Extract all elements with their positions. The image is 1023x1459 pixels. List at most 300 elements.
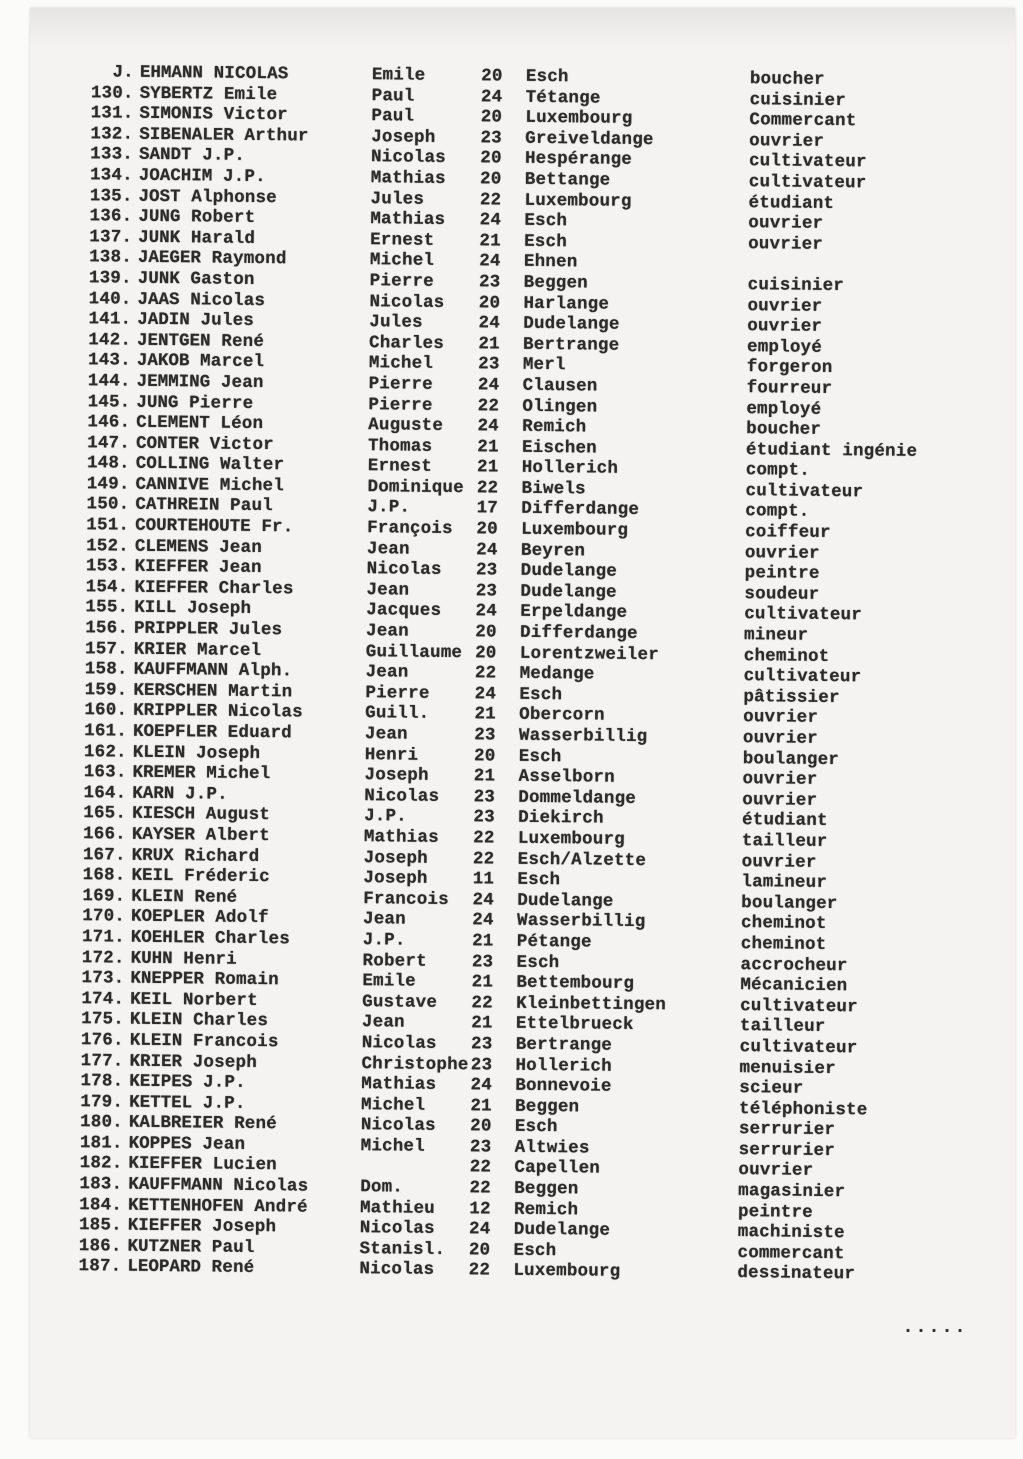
place: Altwies — [514, 1137, 590, 1159]
father-name: Jacques — [366, 600, 442, 622]
age: 22 — [473, 828, 495, 849]
place: Hollerich — [515, 1055, 612, 1077]
given-name: Joseph — [186, 598, 252, 620]
surname: LEOPARD — [127, 1257, 201, 1278]
age: 24 — [472, 890, 495, 911]
place: Dudelange — [517, 890, 614, 912]
father-name: Gustave — [362, 991, 438, 1013]
age: 24 — [479, 251, 501, 272]
father-name: J.P. — [362, 930, 406, 951]
person-name — [132, 763, 364, 785]
occupation: ouvrier — [747, 295, 823, 317]
given-name: Gaston — [190, 269, 255, 290]
age: 20 — [480, 107, 503, 128]
father-name: François — [367, 518, 453, 540]
occupation: serrurier — [738, 1139, 836, 1161]
row-number: 136. — [89, 206, 133, 227]
occupation: pâtissier — [743, 686, 840, 708]
person-name — [133, 722, 365, 744]
surname: JOACHIM — [138, 165, 213, 187]
place: Greiveldange — [525, 128, 654, 150]
age: 24 — [472, 910, 494, 931]
place: Esch — [514, 1116, 558, 1138]
given-name: Marcel — [199, 351, 265, 373]
row-number: 173. — [81, 968, 125, 989]
surname: KRUX — [131, 845, 174, 866]
person-name — [137, 330, 369, 352]
given-name: Léon — [220, 413, 264, 435]
father-name: Dominique — [367, 477, 464, 499]
given-name: Jean — [220, 372, 264, 393]
age: 21 — [470, 1095, 492, 1117]
father-name: Auguste — [368, 415, 444, 437]
father-name: Emile — [371, 65, 426, 86]
age: 23 — [470, 1034, 493, 1055]
occupation: téléphoniste — [738, 1098, 868, 1121]
given-name: Fréderic — [184, 866, 270, 888]
father-name: Nicolas — [360, 1115, 436, 1137]
given-name: Harald — [190, 228, 256, 249]
person-name — [130, 969, 362, 991]
given-name: Michel — [206, 763, 271, 785]
place: Esch — [517, 869, 561, 891]
surname: KALBREIER — [128, 1112, 224, 1134]
given-name: Fr. — [261, 517, 294, 538]
person-name — [138, 227, 370, 249]
occupation: compt. — [745, 460, 811, 482]
occupation: étudiant — [741, 810, 828, 832]
surname: JOST — [138, 186, 181, 207]
place: Ettelbrueck — [515, 1014, 634, 1036]
person-name — [134, 660, 366, 682]
row-number: 135. — [89, 185, 133, 207]
row-number: 182. — [79, 1153, 123, 1175]
father-name: Mathias — [363, 827, 439, 848]
row-number: 146. — [87, 412, 131, 433]
person-name — [132, 804, 364, 826]
surname: KRIPPLER — [133, 701, 218, 722]
place: Esch — [516, 952, 560, 973]
occupation: cultivateur — [739, 1036, 858, 1059]
father-name: Jules — [369, 312, 423, 333]
row-number: 158. — [84, 659, 128, 680]
surname: SIBENALER — [139, 124, 234, 146]
place: Merl — [522, 355, 566, 376]
given-name: J.P. — [202, 145, 246, 167]
given-name: J.P. — [222, 166, 266, 188]
given-name: Raymond — [211, 248, 287, 270]
given-name: Michel — [219, 475, 285, 497]
person-name — [131, 866, 363, 888]
place: Differdange — [521, 499, 640, 521]
person-name — [132, 845, 364, 867]
age: 22 — [469, 1157, 492, 1178]
given-name: Alphonse — [191, 186, 278, 208]
given-name: J.P. — [184, 784, 228, 805]
surname: KLEIN — [129, 1009, 183, 1031]
occupation: dessinateur — [737, 1263, 856, 1285]
age: 23 — [470, 1054, 493, 1075]
row-number: 148. — [86, 453, 130, 474]
given-name: Jules — [200, 310, 255, 332]
place: Luxembourg — [517, 828, 626, 850]
person-name — [127, 1257, 359, 1279]
row-number: 130. — [90, 82, 134, 104]
person-name — [130, 989, 362, 1011]
person-name — [135, 495, 367, 517]
person-name — [140, 63, 372, 85]
place: Bonnevoie — [515, 1075, 612, 1097]
row-number: 155. — [85, 597, 129, 619]
surname: KILL — [134, 598, 177, 619]
surname: KETTENHOFEN — [127, 1195, 244, 1217]
age: 23 — [475, 560, 498, 581]
occupation: cheminot — [740, 934, 827, 955]
given-name: Emile — [223, 84, 278, 105]
father-name: Pierre — [365, 682, 430, 704]
surname: KREMER — [132, 762, 196, 784]
person-name — [128, 1154, 360, 1176]
row-number: 133. — [90, 144, 134, 166]
age: 23 — [471, 951, 494, 973]
surname: CANNIVE — [135, 474, 210, 496]
given-name: Richard — [184, 845, 260, 867]
place: Kleinbettingen — [516, 993, 667, 1016]
occupation: forgeron — [746, 357, 833, 379]
occupation: Commercant — [749, 110, 857, 132]
place: Remich — [513, 1199, 579, 1221]
person-name — [137, 310, 369, 332]
surname: KAUFFMANN — [133, 659, 229, 681]
row-number: 187. — [78, 1256, 122, 1278]
given-name: Albert — [205, 825, 270, 847]
person-name — [135, 475, 367, 497]
surname: KEIPES — [129, 1071, 193, 1093]
occupation: soudeur — [744, 583, 820, 605]
surname: KEIL — [130, 989, 173, 1010]
row-number: 183. — [79, 1174, 123, 1195]
given-name: Walter — [219, 454, 285, 476]
given-name: René — [221, 331, 265, 352]
given-name: Robert — [190, 207, 256, 229]
occupation: ouvrier — [748, 233, 824, 255]
father-name — [360, 1171, 458, 1172]
row-number: 165. — [83, 803, 127, 825]
person-name — [137, 372, 369, 394]
place: Hollerich — [521, 458, 619, 480]
father-name: Nicolas — [361, 1033, 437, 1054]
occupation: ouvrier — [742, 769, 818, 791]
person-name — [129, 1113, 361, 1135]
given-name: Victor — [209, 434, 275, 455]
father-name: Jules — [370, 188, 425, 210]
surname: PRIPPLER — [133, 618, 219, 640]
place: Remich — [522, 416, 587, 438]
row-number: 168. — [82, 865, 126, 886]
surname: SYBERTZ — [139, 83, 214, 105]
given-name: J.P. — [202, 1072, 246, 1093]
father-name: Michel — [369, 250, 435, 272]
person-name — [139, 166, 371, 188]
place: Ehnen — [523, 252, 578, 273]
person-name — [127, 1237, 359, 1259]
occupation: cuisinier — [749, 89, 847, 111]
place: Esch — [513, 1240, 557, 1262]
father-name: Ernest — [370, 229, 435, 251]
row-number: 132. — [90, 123, 134, 145]
surname: JADIN — [137, 309, 190, 331]
person-name — [137, 289, 369, 311]
age: 22 — [477, 395, 500, 417]
father-name: Guill. — [365, 703, 430, 725]
surname: JENTGEN — [136, 330, 211, 352]
person-name — [131, 928, 363, 950]
occupation: magasinier — [738, 1181, 846, 1203]
father-name: Nicolas — [359, 1218, 435, 1240]
age: 22 — [471, 992, 493, 1014]
age: 11 — [472, 869, 495, 890]
person-name — [130, 1010, 362, 1032]
place: Dudelange — [513, 1219, 611, 1241]
occupation: cheminot — [743, 645, 830, 667]
surname: KEIL — [131, 865, 174, 887]
person-name — [137, 351, 369, 373]
occupation: tailleur — [739, 1016, 826, 1038]
father-name: Jean — [364, 724, 408, 745]
surname: KERSCHEN — [133, 680, 218, 702]
occupation: tailleur — [741, 831, 828, 852]
age: 20 — [470, 1116, 492, 1137]
age: 22 — [469, 1178, 492, 1199]
row-number: 164. — [83, 782, 127, 804]
person-name — [135, 557, 367, 579]
age: 22 — [472, 848, 495, 870]
father-name: Pierre — [368, 394, 433, 416]
person-name — [136, 392, 368, 414]
surname: KIEFFER — [127, 1215, 202, 1237]
father-name: Nicolas — [370, 147, 447, 169]
person-name — [131, 886, 363, 908]
given-name: Nicolas — [227, 702, 303, 723]
person-name — [133, 701, 365, 723]
place: Medange — [519, 663, 595, 685]
person-name — [133, 681, 365, 703]
occupation: mineur — [743, 625, 809, 646]
occupation: ouvrier — [748, 213, 824, 235]
place: Esch — [519, 684, 563, 706]
age: 21 — [471, 972, 494, 993]
row-number: 154. — [85, 577, 129, 598]
person-name — [139, 125, 371, 147]
age: 24 — [468, 1219, 491, 1240]
row-number: 144. — [87, 371, 131, 392]
place: Harlange — [523, 293, 610, 315]
occupation: fourreur — [746, 378, 833, 399]
row-number: 137. — [89, 226, 133, 248]
father-name: Michel — [360, 1135, 425, 1157]
person-name — [129, 1134, 361, 1156]
occupation: cheminot — [740, 913, 827, 935]
place: Diekirch — [518, 808, 604, 830]
place: Bertrange — [522, 334, 620, 356]
father-name: Nicolas — [369, 291, 445, 313]
given-name: René — [234, 1114, 278, 1135]
occupation: cultivateur — [740, 995, 858, 1018]
father-name: Paul — [371, 85, 415, 107]
row-number: 143. — [87, 350, 131, 371]
place: Esch — [525, 66, 569, 88]
row-number: 186. — [78, 1236, 122, 1257]
surname: KIEFFER — [134, 577, 209, 599]
surname: KETTEL — [129, 1092, 193, 1114]
age: 21 — [472, 931, 494, 952]
row-number: 167. — [82, 844, 126, 866]
father-name: Joseph — [363, 868, 428, 889]
given-name: Nicolas — [190, 289, 266, 311]
place: Luxembourg — [513, 1261, 621, 1283]
father-name: Mathieu — [359, 1197, 436, 1219]
occupation: serrurier — [738, 1119, 836, 1141]
row-number: 159. — [84, 680, 128, 701]
father-name: Henri — [364, 744, 419, 766]
occupation: accrocheur — [740, 954, 848, 976]
surname: KOPPES — [128, 1133, 192, 1155]
row-number: 174. — [81, 988, 125, 1010]
place: Clausen — [522, 375, 598, 397]
row-number: J. — [112, 62, 134, 83]
father-name: Jean — [361, 1012, 405, 1033]
row-number: 145. — [87, 391, 131, 413]
given-name: Charles — [193, 1010, 269, 1032]
surname: KIEFFER — [134, 556, 209, 578]
given-name: Henri — [183, 948, 237, 970]
occupation: employé — [746, 398, 822, 420]
given-name: NICOLAS — [213, 63, 289, 85]
person-name — [136, 413, 368, 435]
row-number: 140. — [88, 288, 132, 310]
person-name — [130, 1031, 362, 1053]
age: 24 — [475, 601, 498, 622]
age: 24 — [474, 684, 497, 705]
age: 12 — [469, 1198, 491, 1220]
occupation: ouvrier — [738, 1160, 814, 1182]
surname: JUNG — [138, 206, 181, 228]
age: 23 — [469, 1137, 492, 1158]
occupation: compt. — [745, 501, 810, 523]
row-number: 149. — [86, 474, 130, 495]
place: Bettange — [524, 169, 611, 191]
age: 22 — [468, 1260, 491, 1281]
occupation: cuisinier — [747, 275, 845, 297]
given-name: Norbert — [182, 989, 258, 1011]
person-name — [135, 536, 367, 558]
person-name — [136, 433, 368, 455]
roster-list — [57, 62, 1023, 1287]
age: 22 — [474, 663, 497, 684]
age: 20 — [476, 519, 498, 540]
person-name — [138, 207, 370, 229]
surname: JUNK — [137, 268, 180, 290]
row-number: 157. — [84, 638, 128, 660]
row-number: 170. — [82, 906, 126, 927]
given-name: Charles — [218, 578, 294, 600]
given-name: J.P. — [202, 1093, 246, 1114]
row-number: 181. — [79, 1133, 123, 1154]
occupation: étudiant ingénie — [745, 439, 918, 462]
place: Olingen — [522, 396, 598, 418]
father-name: Christophe — [361, 1053, 469, 1075]
age: 21 — [478, 334, 500, 355]
surname: JAAS — [137, 289, 180, 310]
surname: SIMONIS — [139, 103, 214, 125]
surname: KOEHLER — [130, 927, 205, 949]
age: 17 — [476, 498, 499, 519]
surname: JAKOB — [136, 351, 190, 372]
given-name: Eduard — [227, 722, 293, 744]
row-number: 147. — [87, 432, 131, 454]
age: 21 — [476, 457, 499, 478]
given-name: Joseph — [195, 742, 261, 764]
father-name: Nicolas — [359, 1259, 435, 1281]
occupation: boucher — [746, 419, 822, 440]
age: 21 — [471, 1013, 493, 1034]
father-name: Jean — [365, 662, 409, 683]
given-name: René — [194, 887, 238, 908]
occupation: coiffeur — [745, 522, 831, 544]
age: 23 — [473, 807, 495, 828]
surname: CONTER — [135, 433, 200, 455]
place: Dudelange — [523, 313, 620, 335]
place: Eischen — [521, 437, 598, 459]
given-name: Joseph — [192, 1051, 258, 1073]
age: 24 — [477, 375, 500, 396]
surname: JUNK — [138, 227, 181, 248]
given-name: Adolf — [215, 907, 269, 929]
given-name: René — [211, 1257, 255, 1279]
surname: JUNG — [136, 392, 179, 413]
occupation: ouvrier — [741, 851, 817, 873]
father-name: Joseph — [363, 847, 429, 869]
occupation: ouvrier — [742, 728, 818, 749]
person-name — [128, 1195, 360, 1217]
occupation: boulanger — [742, 748, 840, 770]
father-name: Thomas — [367, 435, 433, 457]
surname: JEMMING — [136, 371, 211, 393]
surname: KOEPLER — [130, 907, 205, 928]
place: Wasserbillig — [516, 911, 646, 933]
person-name — [129, 1072, 361, 1094]
occupation: Mécanicien — [740, 975, 848, 997]
father-name: Ernest — [367, 456, 433, 478]
place: Bettembourg — [516, 972, 635, 995]
row-number: 169. — [82, 885, 126, 907]
occupation: lamineur — [741, 872, 828, 894]
place: Asselborn — [518, 766, 615, 788]
surname: KAUFFMANN — [128, 1174, 223, 1196]
place: Biwels — [521, 478, 586, 500]
age: 24 — [477, 416, 500, 437]
age: 20 — [478, 292, 501, 314]
occupation: machiniste — [737, 1222, 845, 1244]
given-name: Paul — [211, 1237, 255, 1258]
given-name: Joseph — [211, 1216, 277, 1238]
father-name: Guillaume — [365, 641, 463, 663]
surname: KUHN — [130, 948, 173, 969]
given-name: Pierre — [189, 392, 254, 414]
age: 21 — [479, 231, 501, 252]
age: 23 — [480, 128, 503, 149]
place: Luxembourg — [521, 519, 629, 541]
